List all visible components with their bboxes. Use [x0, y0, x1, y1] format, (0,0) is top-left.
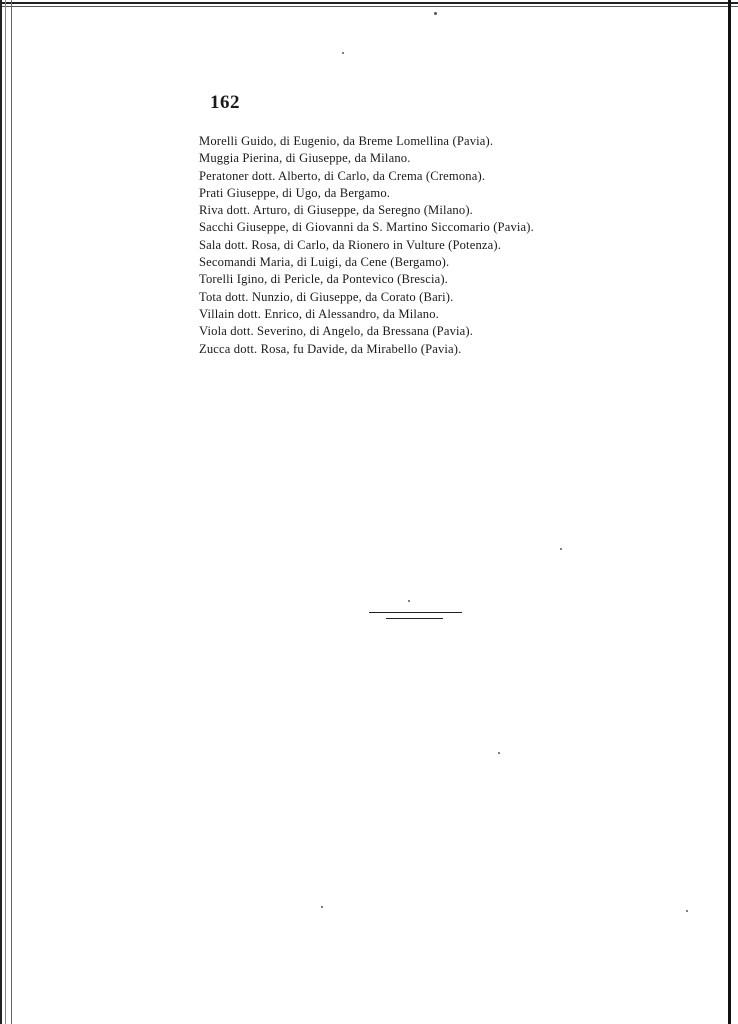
list-item: Zucca dott. Rosa, fu Davide, da Mirabello (Pavia).	[199, 341, 462, 356]
scan-speck	[321, 906, 323, 908]
list-item: Morelli Guido, di Eugenio, da Breme Lomellina (Pavia).	[199, 134, 494, 148]
scan-left-border-line	[5, 0, 6, 1024]
scan-speck	[560, 548, 562, 550]
list-item: Prati Giuseppe, di Ugo, da Bergamo.	[199, 185, 391, 200]
scan-speck	[342, 52, 344, 54]
list-item: Viola dott. Severino, di Angelo, da Bressana (Pavia).	[199, 324, 474, 339]
page-number: 162	[210, 92, 240, 113]
name-list	[199, 133, 619, 358]
list-item: Tota dott. Nunzio, di Giuseppe, da Corato (Bari).	[199, 289, 454, 304]
scan-speck	[408, 600, 410, 602]
list-item: Secomandi Maria, di Luigi, da Cene (Bergamo).	[199, 255, 450, 270]
list-item: Sala dott. Rosa, di Carlo, da Rionero in Vulture (Potenza).	[199, 237, 502, 252]
section-end-rule-long	[369, 612, 462, 613]
section-end-rule-short	[386, 618, 443, 619]
list-item: Sacchi Giuseppe, di Giovanni da S. Martino Siccomario (Pavia).	[199, 220, 534, 235]
scan-right-border	[728, 0, 738, 1024]
scan-speck	[686, 910, 688, 912]
list-item: Peratoner dott. Alberto, di Carlo, da Crema (Cremona).	[199, 168, 486, 183]
scan-left-border	[0, 0, 12, 1024]
list-item: Villain dott. Enrico, di Alessandro, da Milano.	[199, 306, 439, 321]
scan-speck	[434, 12, 437, 15]
list-item: Muggia Pierina, di Giuseppe, da Milano.	[199, 151, 411, 166]
scan-speck	[498, 752, 500, 754]
scan-top-border	[0, 2, 738, 7]
list-item: Torelli Igino, di Pericle, da Pontevico (Brescia).	[199, 272, 448, 287]
list-item: Riva dott. Arturo, di Giuseppe, da Seregno (Milano).	[199, 203, 473, 218]
